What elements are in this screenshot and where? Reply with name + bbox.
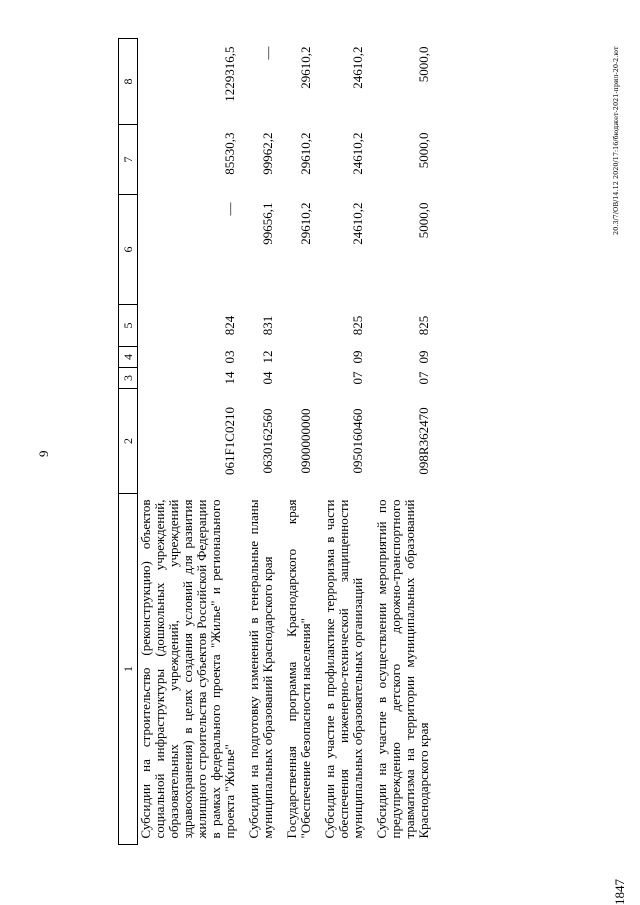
table-row xyxy=(243,39,281,845)
row-value-2022: 24610,2 xyxy=(350,132,365,175)
col-header-5: 5 xyxy=(119,305,138,347)
row-vr: 825 xyxy=(350,315,365,336)
row-name: Субсидии на участие в профилактике терроризма в части обеспечения инженерно-технической защищенности муниципальных образовательных организаций xyxy=(322,499,365,839)
print-page-number: 1847 xyxy=(612,879,627,905)
row-value-2023: — xyxy=(260,46,275,60)
col-header-3: 3 xyxy=(119,368,138,389)
row-rz xyxy=(281,368,319,389)
row-pr xyxy=(281,347,319,368)
row-value-2022: 29610,2 xyxy=(298,132,313,175)
row-value-2022: 5000,0 xyxy=(416,132,431,169)
row-value-2021: 24610,2 xyxy=(350,202,365,245)
table-row xyxy=(138,39,244,845)
row-rz: 14 xyxy=(222,371,237,385)
row-name: Субсидии на подготовку изменений в генеральные планы муниципальных образований Краснодарского края xyxy=(246,499,275,839)
row-rz: 07 xyxy=(350,371,365,385)
table-row xyxy=(371,39,437,845)
col-header-1: 1 xyxy=(119,494,138,845)
row-vr xyxy=(281,305,319,347)
row-code: 061F1C0210 xyxy=(222,407,237,475)
document-stamp: 20.3/7/OB/14.12 2020/17:16/бюджет-2021-прил-20-2.ют xyxy=(612,46,620,235)
row-value-2023: 5000,0 xyxy=(416,46,431,83)
row-vr: 831 xyxy=(260,315,275,336)
row-vr: 824 xyxy=(222,315,237,336)
row-pr: 09 xyxy=(416,350,431,364)
col-header-7: 7 xyxy=(119,125,138,195)
row-code: 098R362470 xyxy=(416,407,431,475)
row-value-2021: 29610,2 xyxy=(298,202,313,245)
row-value-2022: 99962,2 xyxy=(260,132,275,175)
page-number: 9 xyxy=(36,450,51,457)
budget-table xyxy=(118,38,437,845)
col-header-4: 4 xyxy=(119,347,138,368)
table-row xyxy=(281,39,319,845)
row-code: 0950160460 xyxy=(350,408,365,474)
col-header-2: 2 xyxy=(119,389,138,494)
row-value-2023: 1229316,5 xyxy=(222,46,237,102)
row-pr: 03 xyxy=(222,350,237,364)
row-pr: 12 xyxy=(260,350,275,364)
row-pr: 09 xyxy=(350,350,365,364)
row-value-2021: 5000,0 xyxy=(416,202,431,239)
row-name: Субсидии на строительство (реконструкцию) объектов социальной инфраструктуры (дошкольных учреждений, образовательных учреждений, учреждений здравоохранения) в целях создания условий для развития жилищного строительства субъектов Российской Федерации в рамках федерального проекта "Жилье" и регионального проекта "Жилье" xyxy=(138,499,237,839)
row-rz: 07 xyxy=(416,371,431,385)
row-value-2021: — xyxy=(222,202,237,216)
row-code: 0900000000 xyxy=(298,408,313,474)
row-rz: 04 xyxy=(260,371,275,385)
row-value-2023: 29610,2 xyxy=(298,46,313,89)
header-row xyxy=(119,39,138,845)
table-row xyxy=(319,39,371,845)
row-name: Государственная программа Краснодарского края "Обеспечение безопасности населения" xyxy=(284,499,313,839)
row-value-2022: 85530,3 xyxy=(222,132,237,175)
row-code: 0630162560 xyxy=(260,408,275,474)
row-name: Субсидии на участие в осуществлении мероприятий по предупреждению детского дорожно-транспортного травматизма на территории муниципальных образований Краснодарского края xyxy=(374,499,431,839)
row-value-2023: 24610,2 xyxy=(350,46,365,89)
row-value-2021: 99656,1 xyxy=(260,202,275,245)
row-vr: 825 xyxy=(416,315,431,336)
col-header-8: 8 xyxy=(119,39,138,125)
col-header-6: 6 xyxy=(119,195,138,305)
